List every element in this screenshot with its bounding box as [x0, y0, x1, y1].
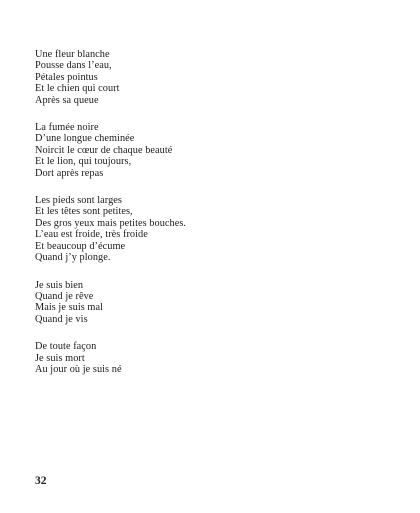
poem-line: Et le lion, qui toujours,	[35, 156, 132, 168]
poem-line: Au jour où je suis né	[35, 363, 122, 375]
poem-line: Des gros yeux mais petites bouches.	[35, 217, 187, 229]
poem-line: Quand j’y plonge.	[35, 252, 111, 264]
stanza	[35, 49, 375, 106]
poem-line: Quand je vis	[35, 313, 88, 325]
stanza	[35, 195, 375, 263]
poem	[35, 49, 375, 391]
poem-line: Pétales pointus	[35, 71, 98, 83]
poem-line: Les pieds sont larges	[35, 195, 122, 207]
poem-line: Quand je rêve	[35, 290, 94, 302]
poem-line: La fumée noire	[35, 122, 99, 134]
poem-line: Je suis mort	[35, 352, 85, 364]
stanza	[35, 122, 375, 179]
poem-line: Dort après repas	[35, 167, 104, 179]
stanza	[35, 341, 375, 375]
poem-line: Et beaucoup d’écume	[35, 240, 126, 252]
poem-line: Et le chien qui court	[35, 83, 120, 95]
poem-line: Et les têtes sont petites,	[35, 206, 133, 218]
poem-line: Mais je suis mal	[35, 302, 104, 314]
poem-line: L’eau est froide, très froide	[35, 229, 148, 241]
poem-line: Noircit le cœur de chaque beauté	[35, 144, 173, 156]
poem-line: D’une longue cheminée	[35, 133, 135, 145]
poem-line: Après sa queue	[35, 94, 99, 106]
poem-line: Une fleur blanche	[35, 49, 110, 60]
page-number: 32	[35, 475, 47, 487]
stanza	[35, 280, 375, 326]
poem-line: Pousse dans l’eau,	[35, 60, 112, 72]
poem-line: Je suis bien	[35, 279, 84, 291]
poem-line: De toute façon	[35, 341, 97, 353]
